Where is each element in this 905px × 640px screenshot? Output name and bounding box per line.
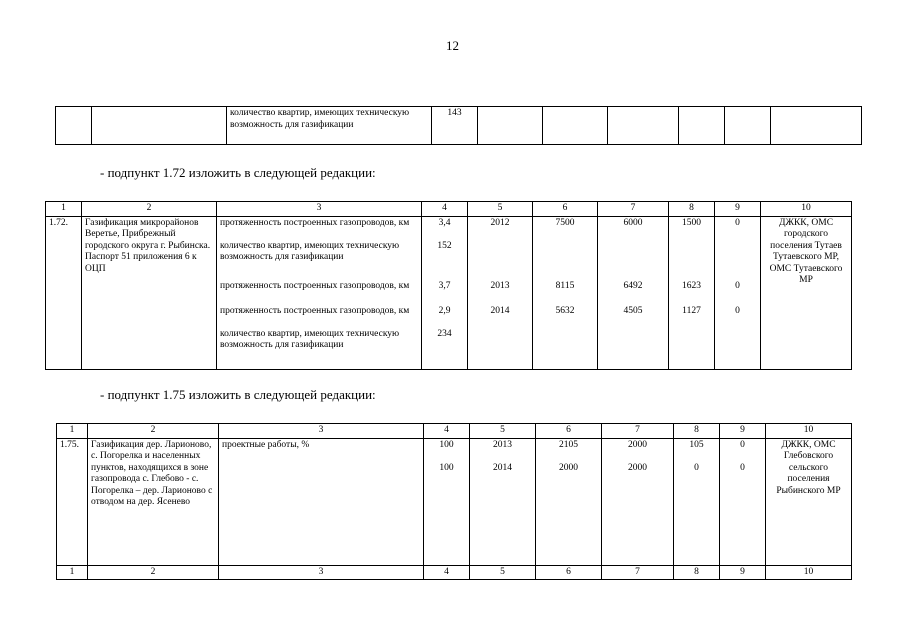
table-row	[46, 216, 852, 369]
col5-cell	[470, 438, 536, 565]
value: 0	[735, 217, 740, 228]
value: 2,9	[438, 305, 451, 316]
value: 2105	[559, 439, 578, 450]
col8-cell	[669, 216, 715, 369]
value: 105	[689, 439, 704, 450]
value: 0	[735, 280, 740, 291]
value-cell: 143	[432, 107, 478, 145]
header-cell: 6	[536, 424, 602, 439]
value: 0	[740, 462, 745, 473]
value: 1500	[682, 217, 701, 228]
header-cell: 7	[598, 202, 669, 217]
value: 7500	[555, 217, 575, 228]
value: 2014	[493, 462, 512, 473]
header-cell: 3	[219, 424, 424, 439]
cell	[608, 107, 679, 145]
header-cell: 8	[674, 424, 720, 439]
header-cell: 9	[720, 424, 766, 439]
value: 3,7	[438, 280, 451, 291]
value: 6492	[623, 280, 643, 291]
header-cell: 7	[602, 424, 674, 439]
value: 152	[437, 240, 452, 251]
item-name: Газификация микрорайонов Веретье, Прибрежный городского округа г. Рыбинска. Паспорт 51 приложения 6 к ОЦП	[82, 216, 217, 369]
value: 2000	[628, 462, 647, 473]
indicator-cell: количество квартир, имеющих техническую возможность для газификации	[227, 107, 432, 145]
header-row	[46, 202, 852, 217]
executor-cell: ДЖКК, ОМС городского поселения Тутаев Тутаевского МР, ОМС Тутаевского МР	[761, 216, 852, 369]
header-cell: 3	[217, 202, 422, 217]
col4-cell	[422, 216, 468, 369]
header-cell: 2	[88, 565, 219, 580]
value: 6000	[623, 217, 643, 228]
value: 8115	[555, 280, 575, 291]
header-cell: 10	[766, 565, 852, 580]
col9-cell	[720, 438, 766, 565]
header-cell: 2	[82, 202, 217, 217]
indicator: протяженность построенных газопроводов, км	[220, 280, 410, 291]
col6-cell	[533, 216, 598, 369]
col6-cell	[536, 438, 602, 565]
header-cell: 10	[766, 424, 852, 439]
indicators-cell	[217, 216, 422, 369]
value: 234	[437, 328, 452, 339]
col7-cell	[602, 438, 674, 565]
value: 1127	[682, 305, 701, 316]
value: 100	[439, 439, 454, 450]
value: 0	[694, 462, 699, 473]
item-name: Газификация дер. Ларионово, с. Погорелка и населенных пунктов, находящихся в зоне газопровода с. Глебово - с. Погорелка – дер. Ларионово с отводом на дер. Ясенево	[88, 438, 219, 565]
cell	[92, 107, 227, 145]
header-cell: 1	[46, 202, 82, 217]
value: 2012	[490, 217, 510, 228]
header-row	[57, 424, 852, 439]
cell	[771, 107, 862, 145]
cell	[478, 107, 543, 145]
header-cell: 8	[674, 565, 720, 580]
value: 4505	[623, 305, 643, 316]
indicator-cell: проектные работы, %	[219, 438, 424, 565]
header-cell: 8	[669, 202, 715, 217]
col5-cell	[468, 216, 533, 369]
header-cell: 6	[533, 202, 598, 217]
header-cell: 3	[219, 565, 424, 580]
value: 2014	[490, 305, 510, 316]
header-cell: 6	[536, 565, 602, 580]
value: 2000	[628, 439, 647, 450]
cell	[543, 107, 608, 145]
header-cell: 9	[715, 202, 761, 217]
value: 0	[740, 439, 745, 450]
value: 0	[735, 305, 740, 316]
header-cell: 5	[470, 424, 536, 439]
value: 100	[439, 462, 454, 473]
cell	[679, 107, 725, 145]
value: 1623	[682, 280, 701, 291]
header-cell: 1	[57, 424, 88, 439]
cell	[56, 107, 92, 145]
page-number: 12	[446, 38, 459, 53]
col7-cell	[598, 216, 669, 369]
indicator: протяженность построенных газопроводов, км	[220, 217, 410, 228]
value: 2000	[559, 462, 578, 473]
header-cell: 4	[424, 424, 470, 439]
header-cell: 5	[468, 202, 533, 217]
indicator: количество квартир, имеющих техническую возможность для газификации	[220, 328, 400, 350]
table-175	[56, 423, 852, 580]
indicator: протяженность построенных газопроводов, км	[220, 305, 410, 316]
paragraph-175: - подпункт 1.75 изложить в следующей редакции:	[100, 387, 376, 402]
header-cell: 4	[424, 565, 470, 580]
col9-cell	[715, 216, 761, 369]
cell	[725, 107, 771, 145]
paragraph-172: - подпункт 1.72 изложить в следующей редакции:	[100, 165, 376, 180]
value: 2013	[490, 280, 510, 291]
header-cell: 10	[761, 202, 852, 217]
header-cell: 1	[57, 565, 88, 580]
value: 5632	[555, 305, 575, 316]
header-cell: 9	[720, 565, 766, 580]
indicator: количество квартир, имеющих техническую возможность для газификации	[220, 240, 400, 262]
table-172	[45, 201, 852, 370]
item-number: 1.72.	[46, 216, 82, 369]
col8-cell	[674, 438, 720, 565]
header-cell: 2	[88, 424, 219, 439]
table-row	[57, 438, 852, 565]
header-cell: 7	[602, 565, 674, 580]
continuation-table	[55, 106, 862, 145]
value: 3,4	[438, 217, 451, 228]
item-number: 1.75.	[57, 438, 88, 565]
value: 2013	[493, 439, 512, 450]
col4-cell	[424, 438, 470, 565]
header-cell: 5	[470, 565, 536, 580]
header-cell: 4	[422, 202, 468, 217]
executor-cell: ДЖКК, ОМС Глебовского сельского поселения Рыбинского МР	[766, 438, 852, 565]
footer-header-row	[57, 565, 852, 580]
